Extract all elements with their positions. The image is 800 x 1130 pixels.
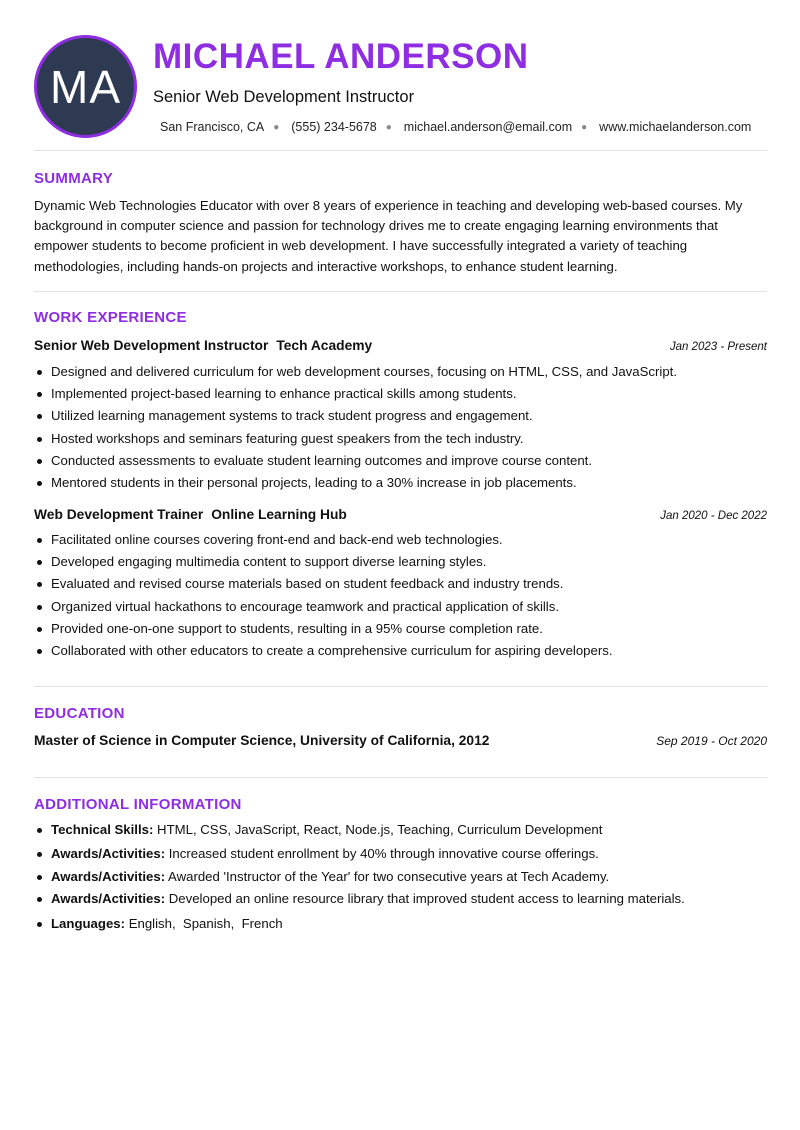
education-entry (34, 733, 767, 748)
job-header (34, 507, 767, 522)
job-bullets (34, 361, 767, 494)
list-item: Developed engaging multimedia content to support diverse learning styles. (34, 551, 767, 573)
job-role-line (34, 338, 372, 353)
info-label: Technical Skills: (51, 822, 154, 837)
education-dates: Sep 2019 - Oct 2020 (656, 734, 767, 748)
education-degree: Master of Science in Computer Science, University of California, 2012 (34, 733, 490, 748)
info-label: Awards/Activities: (51, 891, 166, 906)
list-item: Designed and delivered curriculum for web development courses, focusing on HTML, CSS, and JavaScript. (34, 361, 767, 383)
list-item (34, 913, 767, 935)
divider (34, 777, 767, 778)
list-item: Mentored students in their personal projects, leading to a 30% increase in job placements. (34, 472, 767, 494)
additional-list (34, 819, 767, 935)
info-text: Increased student enrollment by 40% through innovative course offerings. (168, 846, 599, 861)
list-item: Collaborated with other educators to create a comprehensive curriculum for aspiring developers. (34, 640, 767, 662)
candidate-title: Senior Web Development Instructor (153, 88, 415, 106)
list-item: Hosted workshops and seminars featuring guest speakers from the tech industry. (34, 428, 767, 450)
job-role: Web Development Trainer (34, 507, 204, 522)
job-header (34, 338, 767, 353)
list-item (34, 866, 767, 888)
section-title-additional: ADDITIONAL INFORMATION (34, 796, 242, 813)
list-item: Implemented project-based learning to enhance practical skills among students. (34, 383, 767, 405)
separator-dot-icon: ● (273, 121, 280, 133)
list-item: Utilized learning management systems to track student progress and engagement. (34, 405, 767, 427)
list-item: Facilitated online courses covering front-end and back-end web technologies. (34, 529, 767, 551)
job-role-line (34, 507, 347, 522)
job-dates: Jan 2023 - Present (669, 341, 767, 353)
contact-website[interactable]: www.michaelanderson.com (599, 120, 752, 134)
info-text: English, Spanish, French (128, 916, 283, 931)
list-item (34, 819, 767, 843)
separator-dot-icon: ● (385, 121, 392, 133)
job-company: Online Learning Hub (211, 507, 347, 522)
list-item: Organized virtual hackathons to encourage teamwork and practical application of skills. (34, 596, 767, 618)
candidate-name: MICHAEL ANDERSON (153, 37, 529, 76)
info-text: Awarded 'Instructor of the Year' for two consecutive years at Tech Academy. (168, 869, 610, 884)
contact-phone: (555) 234-5678 (291, 120, 377, 134)
info-text: HTML, CSS, JavaScript, React, Node.js, Teaching, Curriculum Development (157, 822, 603, 837)
divider (34, 291, 767, 292)
section-title-summary: SUMMARY (34, 170, 114, 187)
avatar-initials: MA (34, 35, 137, 138)
contact-location: San Francisco, CA (160, 120, 265, 134)
info-label: Awards/Activities: (51, 846, 166, 861)
section-title-education: EDUCATION (34, 705, 125, 722)
info-label: Awards/Activities: (51, 869, 166, 884)
contact-line (160, 120, 751, 134)
job-role: Senior Web Development Instructor (34, 338, 269, 353)
divider (34, 686, 767, 687)
list-item (34, 888, 767, 913)
list-item (34, 843, 767, 866)
job-company: Tech Academy (276, 338, 373, 353)
list-item: Provided one-on-one support to students, resulting in a 95% course completion rate. (34, 618, 767, 640)
contact-email[interactable]: michael.anderson@email.com (403, 120, 573, 134)
info-label: Languages: (51, 916, 126, 931)
info-text: Developed an online resource library that improved student access to learning materials. (168, 891, 685, 906)
list-item: Evaluated and revised course materials based on student feedback and industry trends. (34, 573, 767, 595)
job-dates: Jan 2020 - Dec 2022 (660, 510, 767, 522)
divider (34, 150, 767, 151)
job-bullets (34, 529, 767, 662)
section-title-experience: WORK EXPERIENCE (34, 309, 187, 326)
separator-dot-icon: ● (581, 121, 588, 133)
list-item: Conducted assessments to evaluate student learning outcomes and improve course content. (34, 450, 767, 472)
summary-text: Dynamic Web Technologies Educator with over 8 years of experience in teaching and developing web-based courses. My background in computer science and passion for technology drives me to create engaging learning environments that empower students to become proficient in web development. I have successfully integrated a variety of teaching methodologies, including hands-on projects and interactive workshops, to enhance student learning. (34, 198, 743, 274)
